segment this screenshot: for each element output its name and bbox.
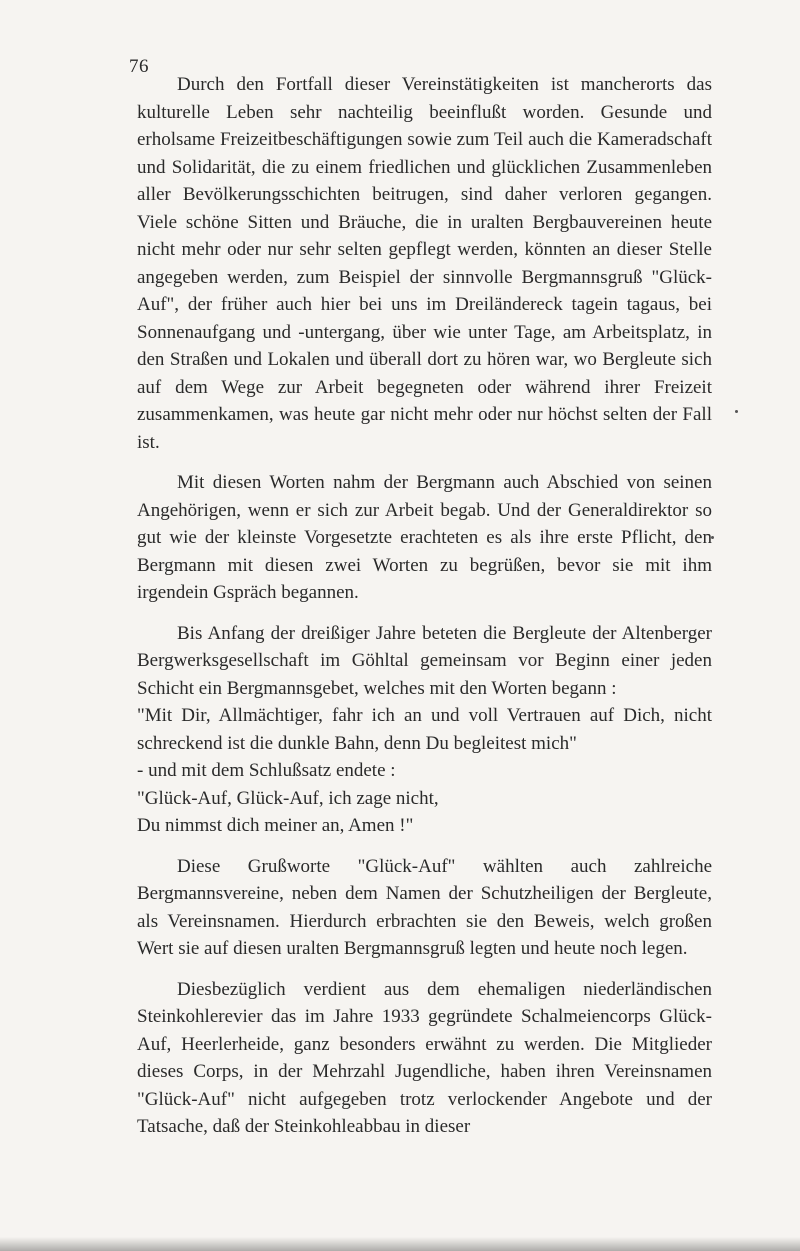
paragraph: Diesbezüglich verdient aus dem ehemaligen niederländischen Steinkohlerevier das im Jahre 1933 gegründete Schalmeiencorps Glück-Auf, Heerlerheide, ganz besonders erwähnt zu werden. Die Mitglieder dieses Corps, in der Mehrzahl Jugendliche, haben ihren Vereinsnamen "Glück-Auf" nicht aufgegeben trotz verlockender Angebote und der Tatsache, daß der Steinkohleabbau in dieser — [137, 978, 712, 1137]
paragraph: Diese Grußworte "Glück-Auf" wählten auch zahlreiche Bergmannsvereine, neben dem Namen der Schutzheiligen der Bergleute, als Vereinsnamen. Hierdurch erbrachten sie den Beweis, welch großen Wert sie auf diesen uralten Bergmannsgruß legten und heute noch legen. — [137, 855, 712, 959]
prayer-line: - und mit dem Schlußsatz endete : — [137, 760, 396, 781]
paragraph: Bis Anfang der dreißiger Jahre beteten die Bergleute der Altenberger Bergwerksgesellschaft im Göhltal gemeinsam vor Beginn einer jeden Schicht ein Bergmannsgebet, welches mit den Worten begann : — [137, 622, 712, 699]
prayer-line: "Mit Dir, Allmächtiger, fahr ich an und voll Vertrauen auf Dich, nicht schreckend ist die dunkle Bahn, denn Du begleitest mich" — [137, 705, 712, 754]
prayer-line: "Glück-Auf, Glück-Auf, ich zage nicht, — [137, 787, 439, 809]
paragraph: Durch den Fortfall dieser Vereinstätigkeiten ist mancherorts das kulturelle Leben sehr nachteilig beeinflußt worden. Gesunde und erholsame Freizeitbeschäftigungen sowie zum Teil auch die Kameradschaft und Solidarität, die zu einem friedlichen und glücklichen Zusammenleben aller Bevölkerungsschichten beitrugen, sind daher verloren gegangen. Viele schöne Sitten und Bräuche, die in uralten Bergbauvereinen heute nicht mehr oder nur sehr selten gepflegt werden, könnten an dieser Stelle angegeben werden, zum Beispiel der sinnvolle Bergmannsgruß "Glück-Auf", der früher auch hier bei uns im Dreiländereck tagein tagaus, bei Sonnenaufgang und -untergang, über wie unter Tage, am Arbeitsplatz, in den Straßen und Lokalen und überall dort zu hören war, wo Bergleute sich auf dem Wege zur Arbeit begegneten oder während ihrer Freizeit zusammenkamen, was heute gar nicht mehr oder nur höchst selten der Fall ist. — [137, 74, 712, 453]
paper-speck — [735, 410, 738, 413]
scan-edge-shadow — [0, 1237, 800, 1251]
paragraph: Mit diesen Worten nahm der Bergmann auch Abschied von seinen Angehörigen, wenn er sich zur Arbeit begab. Und der Generaldirektor so gut wie der kleinste Vorgesetzte erachteten es als ihre erste Pflicht, den Bergmann mit diesen zwei Worten zu begrüßen, bevor sie mit ihm irgendein Gspräch begannen. — [137, 472, 712, 603]
page-number: 76 — [129, 56, 149, 77]
prayer-line: Du nimmst dich meiner an, Amen !" — [137, 815, 414, 836]
body-text — [137, 71, 712, 1141]
